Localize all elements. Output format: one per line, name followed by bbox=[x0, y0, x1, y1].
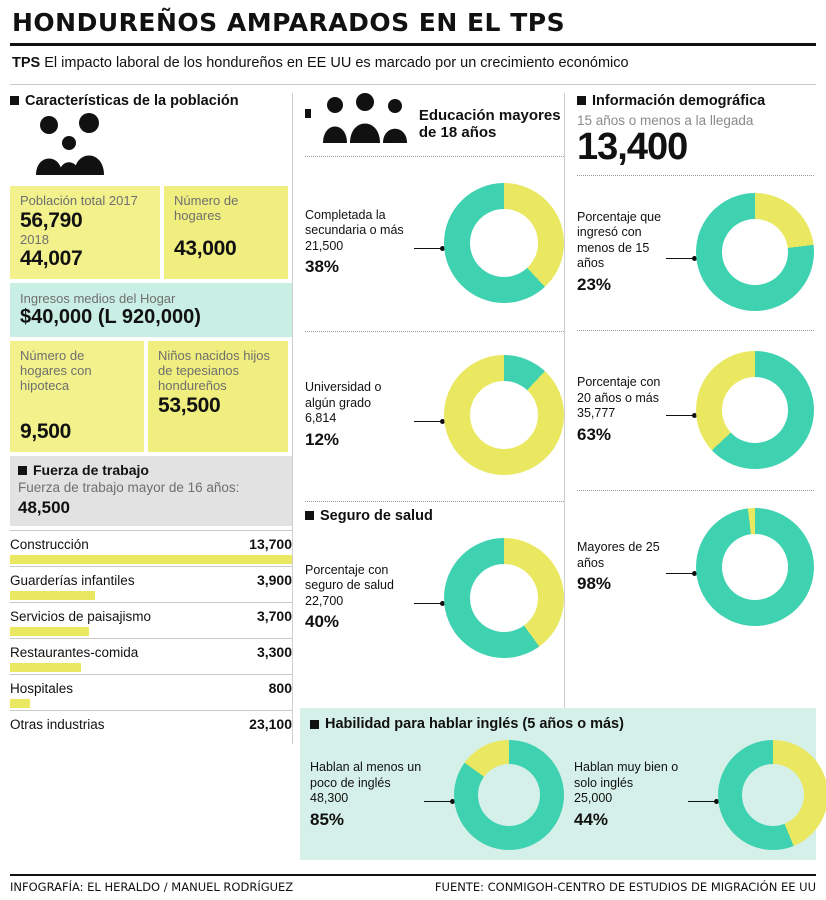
english-donuts bbox=[310, 740, 806, 850]
population-2018-value: 44,007 bbox=[20, 247, 83, 271]
donut-chart-secundaria bbox=[444, 183, 564, 303]
donut-habla-bien bbox=[574, 740, 826, 850]
subtitle-bold: TPS bbox=[12, 55, 41, 71]
donut-menores-15-pct: 23% bbox=[577, 275, 612, 295]
industry-bar bbox=[10, 555, 292, 564]
column-education bbox=[292, 93, 564, 745]
donut-mayores-25-label bbox=[577, 540, 664, 595]
industry-bar-line bbox=[10, 608, 292, 624]
industry-bar-row bbox=[10, 602, 292, 636]
workforce-sub-label: Fuerza de trabajo mayor de 16 años: bbox=[18, 480, 240, 496]
industry-label: Hospitales bbox=[10, 681, 74, 697]
title-rule bbox=[10, 43, 816, 46]
donut-menores-15 bbox=[577, 182, 814, 322]
donut-secundaria-label bbox=[305, 208, 412, 278]
donut-universidad-title: Universidad o algún grado bbox=[305, 380, 382, 410]
industry-value: 3,900 bbox=[256, 572, 292, 589]
industry-label: Otras industrias bbox=[10, 717, 105, 733]
industry-bar-empty bbox=[10, 735, 292, 744]
industry-bar-line bbox=[10, 536, 292, 552]
leader-line bbox=[414, 603, 442, 604]
leader-line bbox=[666, 573, 694, 574]
workforce-box bbox=[10, 456, 292, 526]
bullet-square-icon bbox=[577, 96, 586, 105]
industry-bar-row bbox=[10, 710, 292, 744]
industry-value: 3,700 bbox=[256, 608, 292, 625]
donut-habla-poco-title: Hablan al menos un poco de inglés bbox=[310, 759, 422, 790]
donut-menores-15-label bbox=[577, 210, 664, 296]
population-box bbox=[10, 186, 160, 280]
leader-line bbox=[666, 258, 694, 259]
leader-line bbox=[414, 248, 442, 249]
bullet-square-icon bbox=[310, 720, 319, 729]
header-divider bbox=[10, 84, 816, 85]
industry-bar-row bbox=[10, 638, 292, 672]
income-value: $40,000 (L 920,000) bbox=[20, 306, 201, 329]
donut-salud-count: 22,700 bbox=[305, 593, 344, 608]
industry-bar bbox=[10, 591, 95, 600]
industry-label: Servicios de paisajismo bbox=[10, 609, 152, 625]
industry-bar-chart bbox=[10, 530, 292, 744]
donut-20-mas bbox=[577, 337, 814, 482]
donut-habla-poco-label bbox=[310, 760, 422, 830]
divider-dotted bbox=[577, 175, 814, 176]
bullet-square-icon bbox=[305, 109, 311, 118]
family-icon bbox=[16, 113, 292, 180]
donut-habla-bien-label bbox=[574, 760, 686, 830]
workforce-header bbox=[10, 456, 292, 480]
divider-dotted bbox=[577, 490, 814, 491]
divider-dotted bbox=[577, 330, 814, 331]
divider-dotted bbox=[305, 501, 564, 502]
bullet-square-icon bbox=[18, 466, 27, 475]
leader-line bbox=[414, 421, 442, 422]
mortgage-children-boxes bbox=[10, 341, 292, 452]
children-label: Niños nacidos hijos de tepesianos hondureños bbox=[158, 348, 271, 394]
donut-chart-menores-15 bbox=[696, 193, 814, 311]
industry-value: 13,700 bbox=[249, 536, 292, 553]
section-title-health: Seguro de salud bbox=[320, 507, 433, 524]
population-2017-value: 56,790 bbox=[20, 208, 83, 232]
industry-label: Construcción bbox=[10, 537, 89, 553]
arrival-label: 15 años o menos a la llegada bbox=[577, 112, 754, 128]
arrival-value: 13,400 bbox=[577, 125, 688, 168]
donut-mayores-25-pct: 98% bbox=[577, 574, 612, 594]
donut-habla-poco-pct: 85% bbox=[310, 809, 345, 829]
leader-line bbox=[424, 801, 452, 802]
households-label: Número de hogares bbox=[174, 192, 239, 223]
mortgage-box bbox=[10, 341, 144, 452]
section-header-population bbox=[10, 93, 292, 109]
donut-mayores-25 bbox=[577, 497, 814, 637]
columns bbox=[10, 93, 816, 745]
bullet-square-icon bbox=[10, 96, 19, 105]
divider-dotted bbox=[305, 156, 564, 157]
donut-20-mas-label bbox=[577, 375, 664, 445]
industry-bar bbox=[10, 699, 30, 708]
industry-label: Restaurantes-comida bbox=[10, 645, 139, 661]
donut-20-mas-pct: 63% bbox=[577, 424, 612, 444]
children-box bbox=[148, 341, 288, 452]
donut-salud bbox=[305, 528, 564, 668]
donut-menores-15-title: Porcentaje que ingresó con menos de 15 años bbox=[577, 209, 662, 271]
donut-chart-salud bbox=[444, 538, 564, 658]
industry-label: Guarderías infantiles bbox=[10, 573, 135, 589]
people-group-icon bbox=[319, 93, 411, 148]
population-boxes bbox=[10, 186, 292, 280]
english-panel bbox=[300, 708, 816, 860]
workforce-sub-value: 48,500 bbox=[18, 498, 70, 518]
donut-chart-habla-poco bbox=[454, 740, 564, 850]
subtitle bbox=[10, 54, 816, 80]
industry-value: 800 bbox=[268, 680, 292, 697]
leader-line bbox=[666, 415, 694, 416]
column-demographics bbox=[564, 93, 814, 745]
industry-bar-line bbox=[10, 572, 292, 588]
divider-dotted bbox=[305, 331, 564, 332]
population-2018-label: 2018 bbox=[20, 231, 49, 247]
donut-mayores-25-title: Mayores de 25 años bbox=[577, 540, 660, 570]
donut-salud-label bbox=[305, 563, 412, 633]
section-header-english bbox=[310, 716, 806, 732]
section-title-demographics: Información demográfica bbox=[592, 92, 766, 109]
donut-habla-bien-title: Hablan muy bien o solo inglés bbox=[574, 759, 679, 790]
industry-bar bbox=[10, 663, 81, 672]
industry-bar-row bbox=[10, 566, 292, 600]
donut-secundaria-count: 21,500 bbox=[305, 238, 344, 253]
footer-source: FUENTE: CONMIGOH-CENTRO DE ESTUDIOS DE MIGRACIÓN EE UU bbox=[434, 880, 816, 894]
section-title-english: Habilidad para hablar inglés (5 años o más) bbox=[325, 716, 624, 732]
donut-universidad-pct: 12% bbox=[305, 429, 340, 449]
industry-value: 3,300 bbox=[256, 644, 292, 661]
donut-habla-poco-count: 48,300 bbox=[310, 791, 349, 806]
donut-chart-20-mas bbox=[696, 351, 814, 469]
donut-20-mas-count: 35,777 bbox=[577, 406, 616, 421]
section-header-demographics bbox=[577, 93, 814, 109]
mortgage-value: 9,500 bbox=[20, 420, 72, 444]
households-value: 43,000 bbox=[174, 237, 237, 261]
education-header bbox=[305, 93, 564, 148]
industry-bar-row bbox=[10, 530, 292, 564]
leader-line bbox=[688, 801, 716, 802]
households-box bbox=[164, 186, 288, 280]
page-title: HONDUREÑOS AMPARADOS EN EL TPS bbox=[12, 8, 566, 37]
donut-universidad-label bbox=[305, 380, 412, 450]
donut-salud-title: Porcentaje con seguro de salud bbox=[305, 562, 394, 593]
donut-universidad-count: 6,814 bbox=[305, 411, 337, 426]
industry-value: 23,100 bbox=[249, 716, 292, 733]
footer-credit: INFOGRAFÍA: EL HERALDO / MANUEL RODRÍGUEZ bbox=[10, 880, 294, 894]
donut-habla-poco bbox=[310, 740, 564, 850]
industry-bar-row bbox=[10, 674, 292, 708]
bullet-square-icon bbox=[305, 511, 314, 520]
donut-habla-bien-count: 25,000 bbox=[574, 791, 613, 806]
industry-bar-line bbox=[10, 680, 292, 696]
donut-universidad bbox=[305, 338, 564, 493]
donut-chart-universidad bbox=[444, 355, 564, 475]
donut-chart-habla-bien bbox=[718, 740, 826, 850]
subtitle-text: El impacto laboral de los hondureños en EE UU es marcado por un crecimiento económico bbox=[44, 55, 629, 71]
donut-secundaria bbox=[305, 163, 564, 323]
children-value: 53,500 bbox=[158, 394, 221, 418]
donut-salud-pct: 40% bbox=[305, 612, 340, 632]
donut-secundaria-pct: 38% bbox=[305, 257, 340, 277]
workforce-title: Fuerza de trabajo bbox=[33, 462, 149, 479]
income-label: Ingresos medios del Hogar bbox=[20, 291, 176, 307]
section-header-health bbox=[305, 508, 564, 524]
column-population bbox=[10, 93, 292, 745]
donut-chart-mayores-25 bbox=[696, 508, 814, 626]
mortgage-label: Número de hogares con hipoteca bbox=[20, 348, 92, 394]
section-title-population: Características de la población bbox=[25, 92, 239, 109]
population-label: Población total 2017 bbox=[20, 192, 138, 208]
workforce-subtitle bbox=[10, 480, 292, 526]
education-title: Educación mayores de 18 años bbox=[418, 106, 561, 141]
footer bbox=[10, 874, 816, 894]
industry-bar-line bbox=[10, 716, 292, 732]
industry-bar-line bbox=[10, 644, 292, 660]
donut-20-mas-title: Porcentaje con 20 años o más bbox=[577, 374, 661, 405]
industry-bar bbox=[10, 627, 89, 636]
donut-habla-bien-pct: 44% bbox=[574, 809, 609, 829]
donut-secundaria-title: Completada la secundaria o más bbox=[305, 207, 404, 238]
income-box bbox=[10, 283, 292, 337]
